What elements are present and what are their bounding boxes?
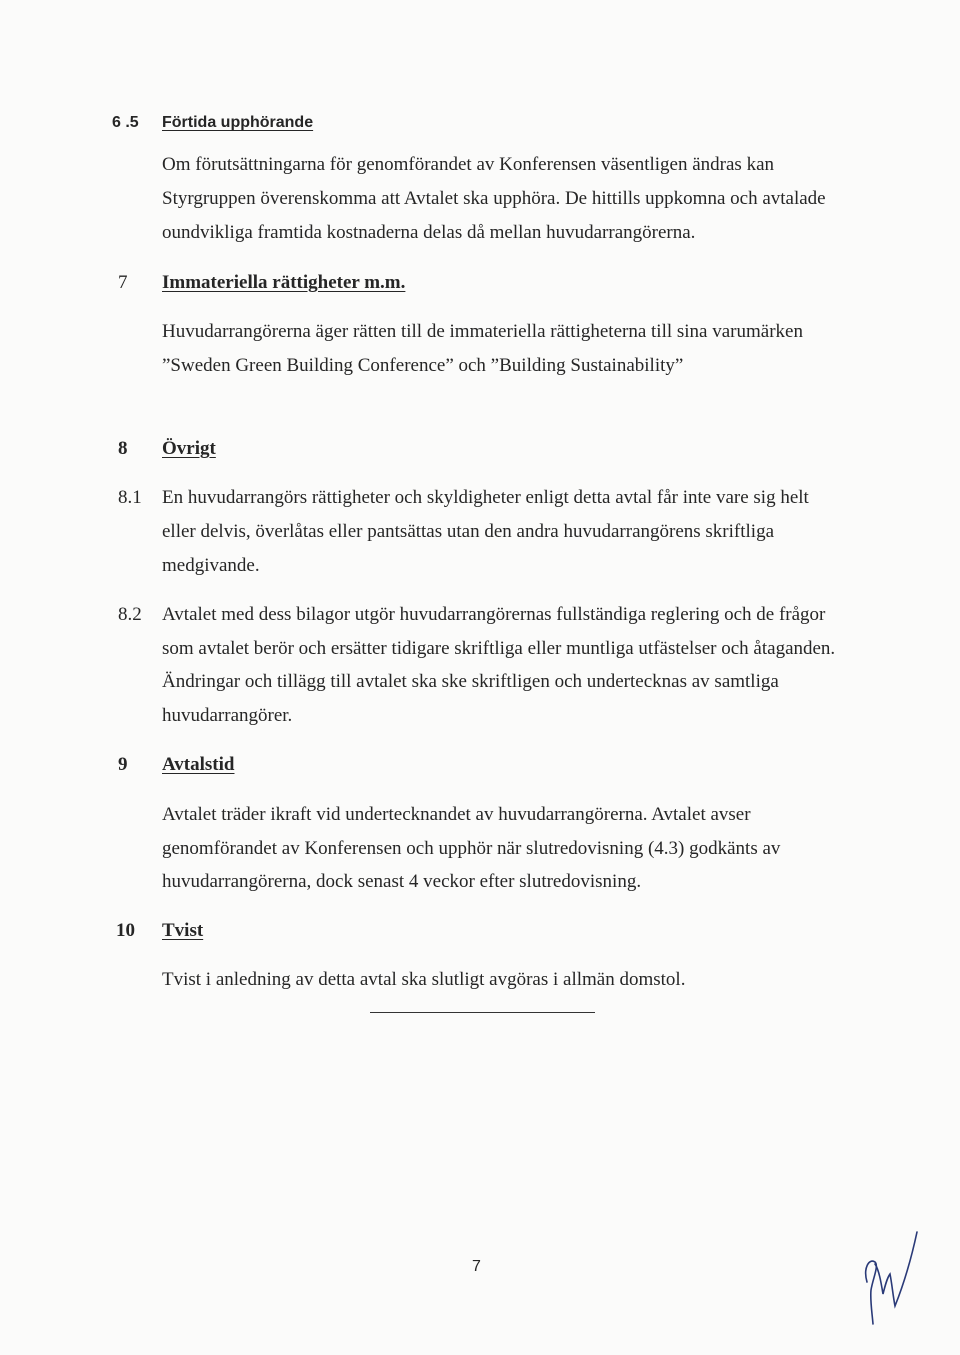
section-8-title: Övrigt [162, 438, 216, 459]
page-number: 7 [472, 1258, 481, 1275]
section-6-5-line-2: Styrgruppen överenskomma att Avtalet ska upphöra. De hittills uppkomna och avtalade [162, 188, 826, 209]
section-10-number: 10 [116, 920, 135, 941]
section-7-line-1: Huvudarrangörerna äger rätten till de immateriella rättigheterna till sina varumärken [162, 321, 803, 342]
initials-signature-icon [845, 1220, 925, 1330]
section-10-line-1: Tvist i anledning av detta avtal ska slutligt avgöras i allmän domstol. [162, 969, 686, 990]
section-8-2-line-3: Ändringar och tillägg till avtalet ska ske skriftligen och undertecknas av samtliga [162, 671, 779, 692]
section-6-5-line-1: Om förutsättningarna för genomförandet av Konferensen väsentligen ändras kan [162, 154, 775, 175]
section-8-number: 8 [118, 438, 128, 459]
section-9-line-3: huvudarrangörerna, dock senast 4 veckor efter slutredovisning. [162, 871, 642, 892]
section-6-5-line-3: oundvikliga framtida kostnaderna delas då mellan huvudarrangörerna. [162, 222, 696, 243]
section-6-5-title: Förtida upphörande [162, 114, 314, 131]
section-7-number: 7 [118, 272, 128, 293]
end-divider-line [370, 1012, 595, 1013]
section-8-2-line-4: huvudarrangörer. [162, 705, 293, 726]
section-8-2-line-1: Avtalet med dess bilagor utgör huvudarrangörernas fullständiga reglering och de frågor [162, 604, 826, 625]
section-7-title: Immateriella rättigheter m.m. [162, 272, 406, 293]
section-8-2-number: 8.2 [118, 604, 142, 625]
section-9-title: Avtalstid [162, 754, 235, 775]
section-8-1-line-1: En huvudarrangörs rättigheter och skyldigheter enligt detta avtal får inte vare sig helt [162, 487, 809, 508]
section-9-line-2: genomförandet av Konferensen och upphör när slutredovisning (4.3) godkänts av [162, 838, 781, 859]
section-9-number: 9 [118, 754, 128, 775]
section-8-1-line-3: medgivande. [162, 555, 260, 576]
section-10-title: Tvist [162, 920, 204, 941]
section-9-line-1: Avtalet träder ikraft vid undertecknandet av huvudarrangörerna. Avtalet avser [162, 804, 751, 825]
section-6-5-number: 6 .5 [112, 114, 139, 131]
section-8-2-line-2: som avtalet berör och ersätter tidigare skriftliga eller muntliga utfästelser och åtaganden. [162, 638, 836, 659]
section-8-1-number: 8.1 [118, 487, 142, 508]
section-7-line-2: ”Sweden Green Building Conference” och ”Building Sustainability” [162, 355, 684, 376]
section-8-1-line-2: eller delvis, överlåtas eller pantsättas utan den andra huvudarrangörens skriftliga [162, 521, 774, 542]
